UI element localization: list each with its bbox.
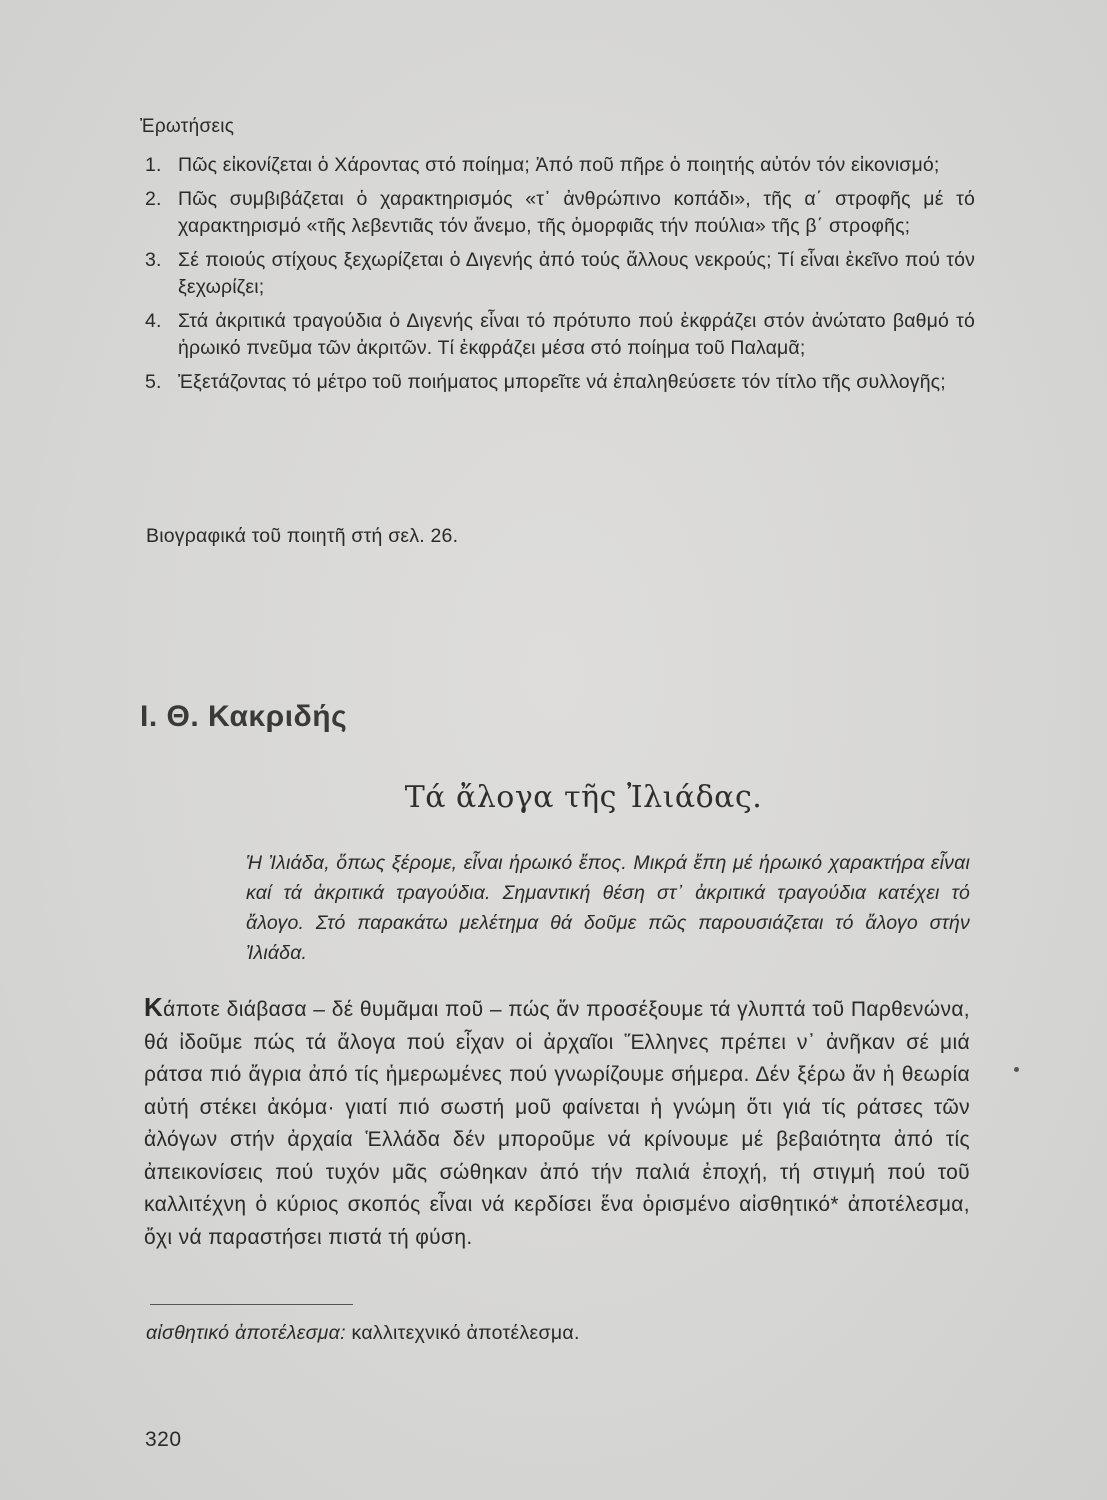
questions-list [145, 152, 975, 403]
question-number: 5. [145, 371, 162, 393]
body-text: άποτε διάβασα – δέ θυμᾶμαι ποῦ – πώς ἄν προσέξουμε τά γλυπτά τοῦ Παρθενώνα, θά ἰδοῦμε πώς τά ἄλογα πού εἶχαν οἱ ἀρχαῖοι Ἕλληνες πρέπει ν᾿ ἀνῆκαν σέ μιά ράτσα πιό ἄγρια ἀπό τίς ἡμερωμένες πού γνωρίζουμε σήμερα. Δέν ξέρω ἄν ἡ θεωρία αὐτή στέκει ἀκόμα· γιατί πιό σωστή μοῦ φαίνεται ἡ γνώμη ὅτι γιά τίς ράτσες τῶν ἀλόγων στήν ἀρχαία Ἑλλάδα δέν μποροῦμε νά κρίνουμε μέ βεβαιότητα ἀπό τίς ἀπεικονίσεις πού τυχόν μᾶς σώθηκαν ἀπό τήν παλιά ἐποχή, τή στιγμή πού τοῦ καλλιτέχνη ὁ κύριος σκοπός εἶναι νά κερδίσει ἕνα ὁρισμένο αἰσθητικό* ἀποτέλεσμα, ὄχι νά παραστήσει πιστά τή φύση. [144, 998, 970, 1249]
question-number: 1. [145, 154, 162, 176]
essay-title: Τά ἄλογα τῆς Ἰλιάδας. [404, 780, 763, 815]
question-text: Πῶς συμβιβάζεται ὁ χαρακτηρισμός «τ᾿ ἀνθρώπινο κοπάδι», τῆς α΄ στροφῆς μέ τό χαρακτηρισμό «τῆς λεβεντιᾶς τόν ἄνεμο, τῆς ὀμορφιᾶς τήν πούλια» τῆς β΄ στροφῆς; [178, 188, 975, 237]
question-text: Στά ἀκριτικά τραγούδια ὁ Διγενής εἶναι τό πρότυπο πού ἐκφράζει στόν ἀνώτατο βαθμό τό ἡρωικό πνεῦμα τῶν ἀκριτῶν. Τί ἐκφράζει μέσα στό ποίημα τοῦ Παλαμᾶ; [178, 310, 975, 359]
bio-note: Βιογραφικά τοῦ ποιητῆ στή σελ. 26. [146, 525, 459, 547]
question-text: Πῶς εἰκονίζεται ὁ Χάροντας στό ποίημα; Ἀπό ποῦ πῆρε ὁ ποιητής αὐτόν τόν εἰκονισμό; [178, 154, 940, 176]
stray-mark [1014, 1067, 1019, 1072]
question-item [145, 369, 975, 396]
questions-heading: Ἐρωτήσεις [140, 116, 235, 137]
page-number: 320 [145, 1428, 182, 1451]
footnote-definition: καλλιτεχνικό ἀποτέλεσμα. [351, 1322, 580, 1344]
question-number: 2. [145, 188, 162, 210]
question-number: 4. [145, 310, 162, 332]
intro-paragraph: Ἡ Ἰλιάδα, ὅπως ξέρομε, εἶναι ἡρωικό ἔπος. Μικρά ἔπη μέ ἡρωικό χαρακτήρα εἶναι καί τά ἀκριτικά τραγούδια. Σημαντική θέση στ᾿ ἀκριτικά τραγούδια κατέχει τό ἄλογο. Στό παρακάτω μελέτημα θά δοῦμε πῶς παρουσιάζεται τό ἄλογο στήν Ἰλιάδα. [246, 852, 970, 964]
question-number: 3. [145, 249, 162, 271]
question-item [145, 308, 975, 362]
footnote-term: αἰσθητικό ἀποτέλεσμα: [146, 1322, 346, 1344]
question-item [145, 247, 975, 301]
footnote [146, 1322, 580, 1345]
drop-cap: Κ [144, 992, 164, 1022]
question-item [145, 186, 975, 240]
footnote-rule [150, 1304, 353, 1305]
question-item [145, 152, 975, 179]
body-paragraph [144, 994, 970, 1254]
question-text: Ἐξετάζοντας τό μέτρο τοῦ ποιήματος μπορεῖτε νά ἐπαληθεύσετε τόν τίτλο τῆς συλλογῆς; [178, 371, 946, 393]
author-name: Ι. Θ. Κακριδής [140, 700, 348, 733]
question-text: Σέ ποιούς στίχους ξεχωρίζεται ὁ Διγενής ἀπό τούς ἄλλους νεκρούς; Τί εἶναι ἐκεῖνο πού τόν ξεχωρίζει; [178, 249, 975, 298]
